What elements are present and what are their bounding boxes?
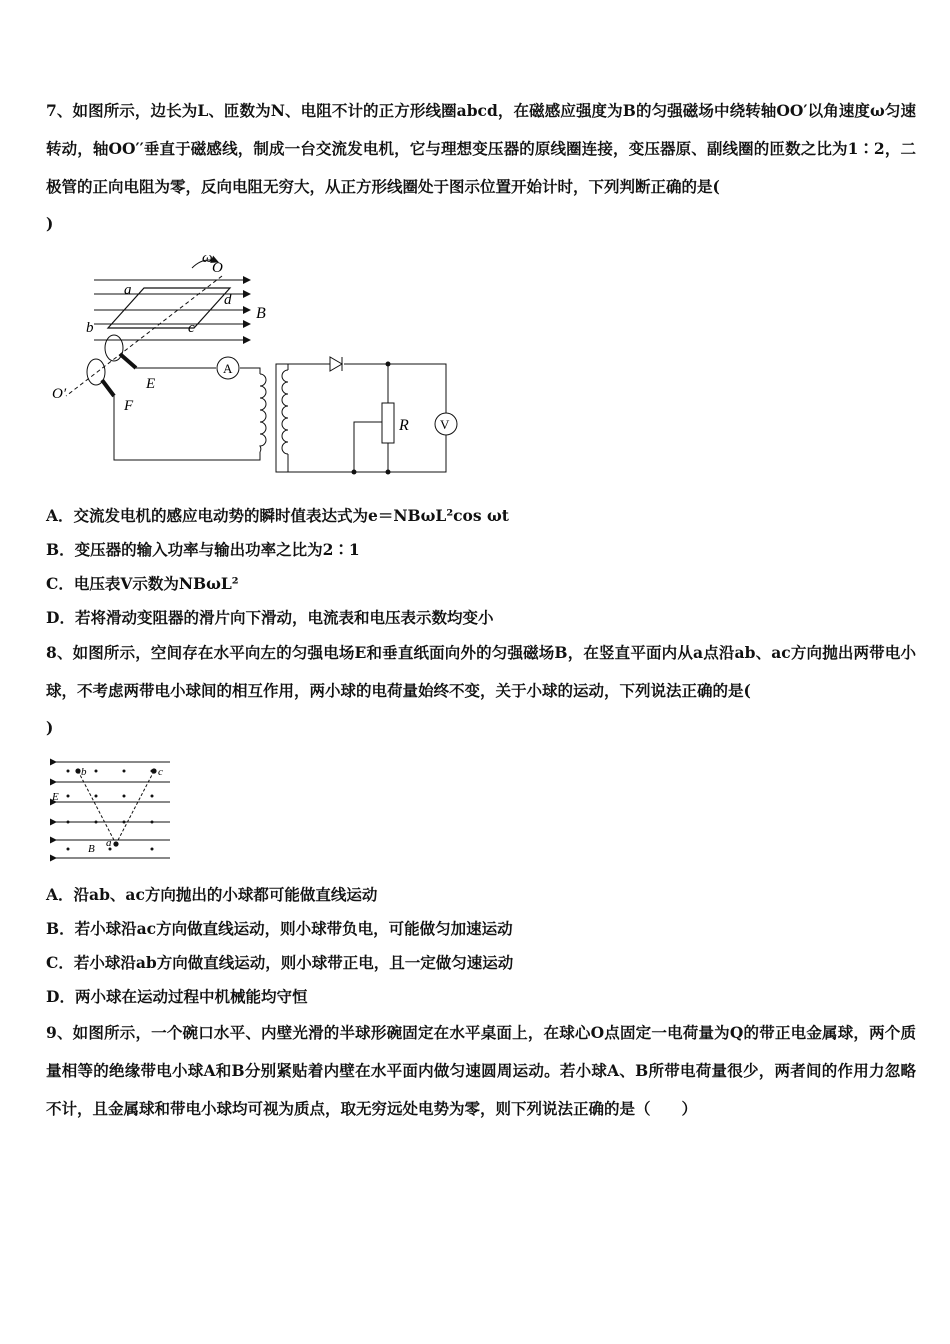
q8-field-figure — [48, 754, 176, 864]
rheostat — [382, 403, 394, 443]
q7-generator-circuit-figure — [44, 246, 464, 478]
q8-stem: 8、如图所示，空间存在水平向左的匀强电场E和垂直纸面向外的匀强磁场B，在竖直平面内从a点沿ab、ac方向抛出两带电小球，不考虑两带电小球间的相互作用，两小球的电荷量始终不变，关于小球的运动，下列说法正确的是( — [46, 643, 916, 700]
q7-option-a: A．交流发电机的感应电动势的瞬时值表达式为e＝NBωL²cos ωt — [46, 506, 509, 525]
B-label: B — [256, 305, 266, 322]
q7-option-d: D．若将滑动变阻器的滑片向下滑动，电流表和电压表示数均变小 — [46, 608, 494, 627]
brush-E — [120, 354, 136, 368]
b-label: b — [81, 766, 87, 778]
O-prime-label: O′ — [52, 386, 67, 402]
secondary-coil — [282, 370, 288, 454]
primary-coil — [260, 374, 266, 452]
q9-stem: 9、如图所示，一个碗口水平、内壁光滑的半球形碗固定在水平桌面上，在球心O点固定一电荷量为Q的带正电金属球，两个质量相等的绝缘带电小球A和B分别紧贴着内壁在水平面内做匀速圆周运动。若小球A、B所带电荷量很少，两者间的作用力忽略不计，且金属球和带电小球均可视为质点，取无穷远处电势为零，则下列说法正确的是（ ） — [46, 1023, 916, 1118]
b-label: b — [86, 320, 94, 336]
secondary-wiring — [276, 364, 446, 472]
d-label: d — [224, 292, 232, 308]
c-label: c — [158, 766, 163, 778]
point-c — [151, 768, 156, 773]
resistor-label: R — [399, 417, 409, 434]
q7-stem: 7、如图所示，边长为L、匝数为N、电阻不计的正方形线圈abcd，在磁感应强度为B的匀强磁场中绕转轴OO′以角速度ω匀速转动，轴OO′′垂直于磁感线，制成一台交流发电机，它与理想变压器的原线圈连接，变压器原、副线圈的匝数之比为1∶2，二极管的正向电阻为零，反向电阻无穷大，从正方形线圈处于图示位置开始计时，下列判断正确的是( — [46, 101, 916, 196]
point-b — [75, 768, 80, 773]
point-a — [113, 841, 118, 846]
brush-F — [102, 380, 114, 396]
q8-option-d: D．两小球在运动过程中机械能均守恒 — [46, 987, 308, 1006]
a-label: a — [124, 282, 132, 298]
electric-field-lines — [56, 762, 170, 858]
omega-label: ω — [202, 250, 213, 266]
q7-option-c: C．电压表V示数为NBωL² — [46, 574, 239, 593]
q7-option-b: B．变压器的输入功率与输出功率之比为2∶1 — [46, 540, 360, 559]
voltmeter-label: V — [440, 417, 450, 432]
a-label: a — [106, 837, 112, 849]
E-label: E — [52, 791, 59, 803]
ammeter-label: A — [223, 361, 233, 376]
primary-wiring — [114, 368, 260, 460]
q8-option-c: C．若小球沿ab方向做直线运动，则小球带正电，且一定做匀速运动 — [46, 953, 514, 972]
O-label: O — [212, 260, 223, 276]
slip-ring-1 — [105, 335, 123, 361]
q8-option-a: A．沿ab、ac方向抛出的小球都可能做直线运动 — [46, 885, 378, 904]
q8-option-b: B．若小球沿ac方向做直线运动，则小球带负电，可能做匀加速运动 — [46, 919, 513, 938]
q7-stem-end: ) — [46, 214, 54, 233]
E-label: E — [146, 376, 156, 392]
B-label: B — [88, 843, 95, 855]
magnetic-field-lines — [94, 280, 250, 340]
F-label: F — [124, 398, 134, 414]
c-label: c — [188, 320, 195, 336]
diode-icon — [330, 357, 342, 371]
q8-stem-end: ) — [46, 718, 54, 737]
